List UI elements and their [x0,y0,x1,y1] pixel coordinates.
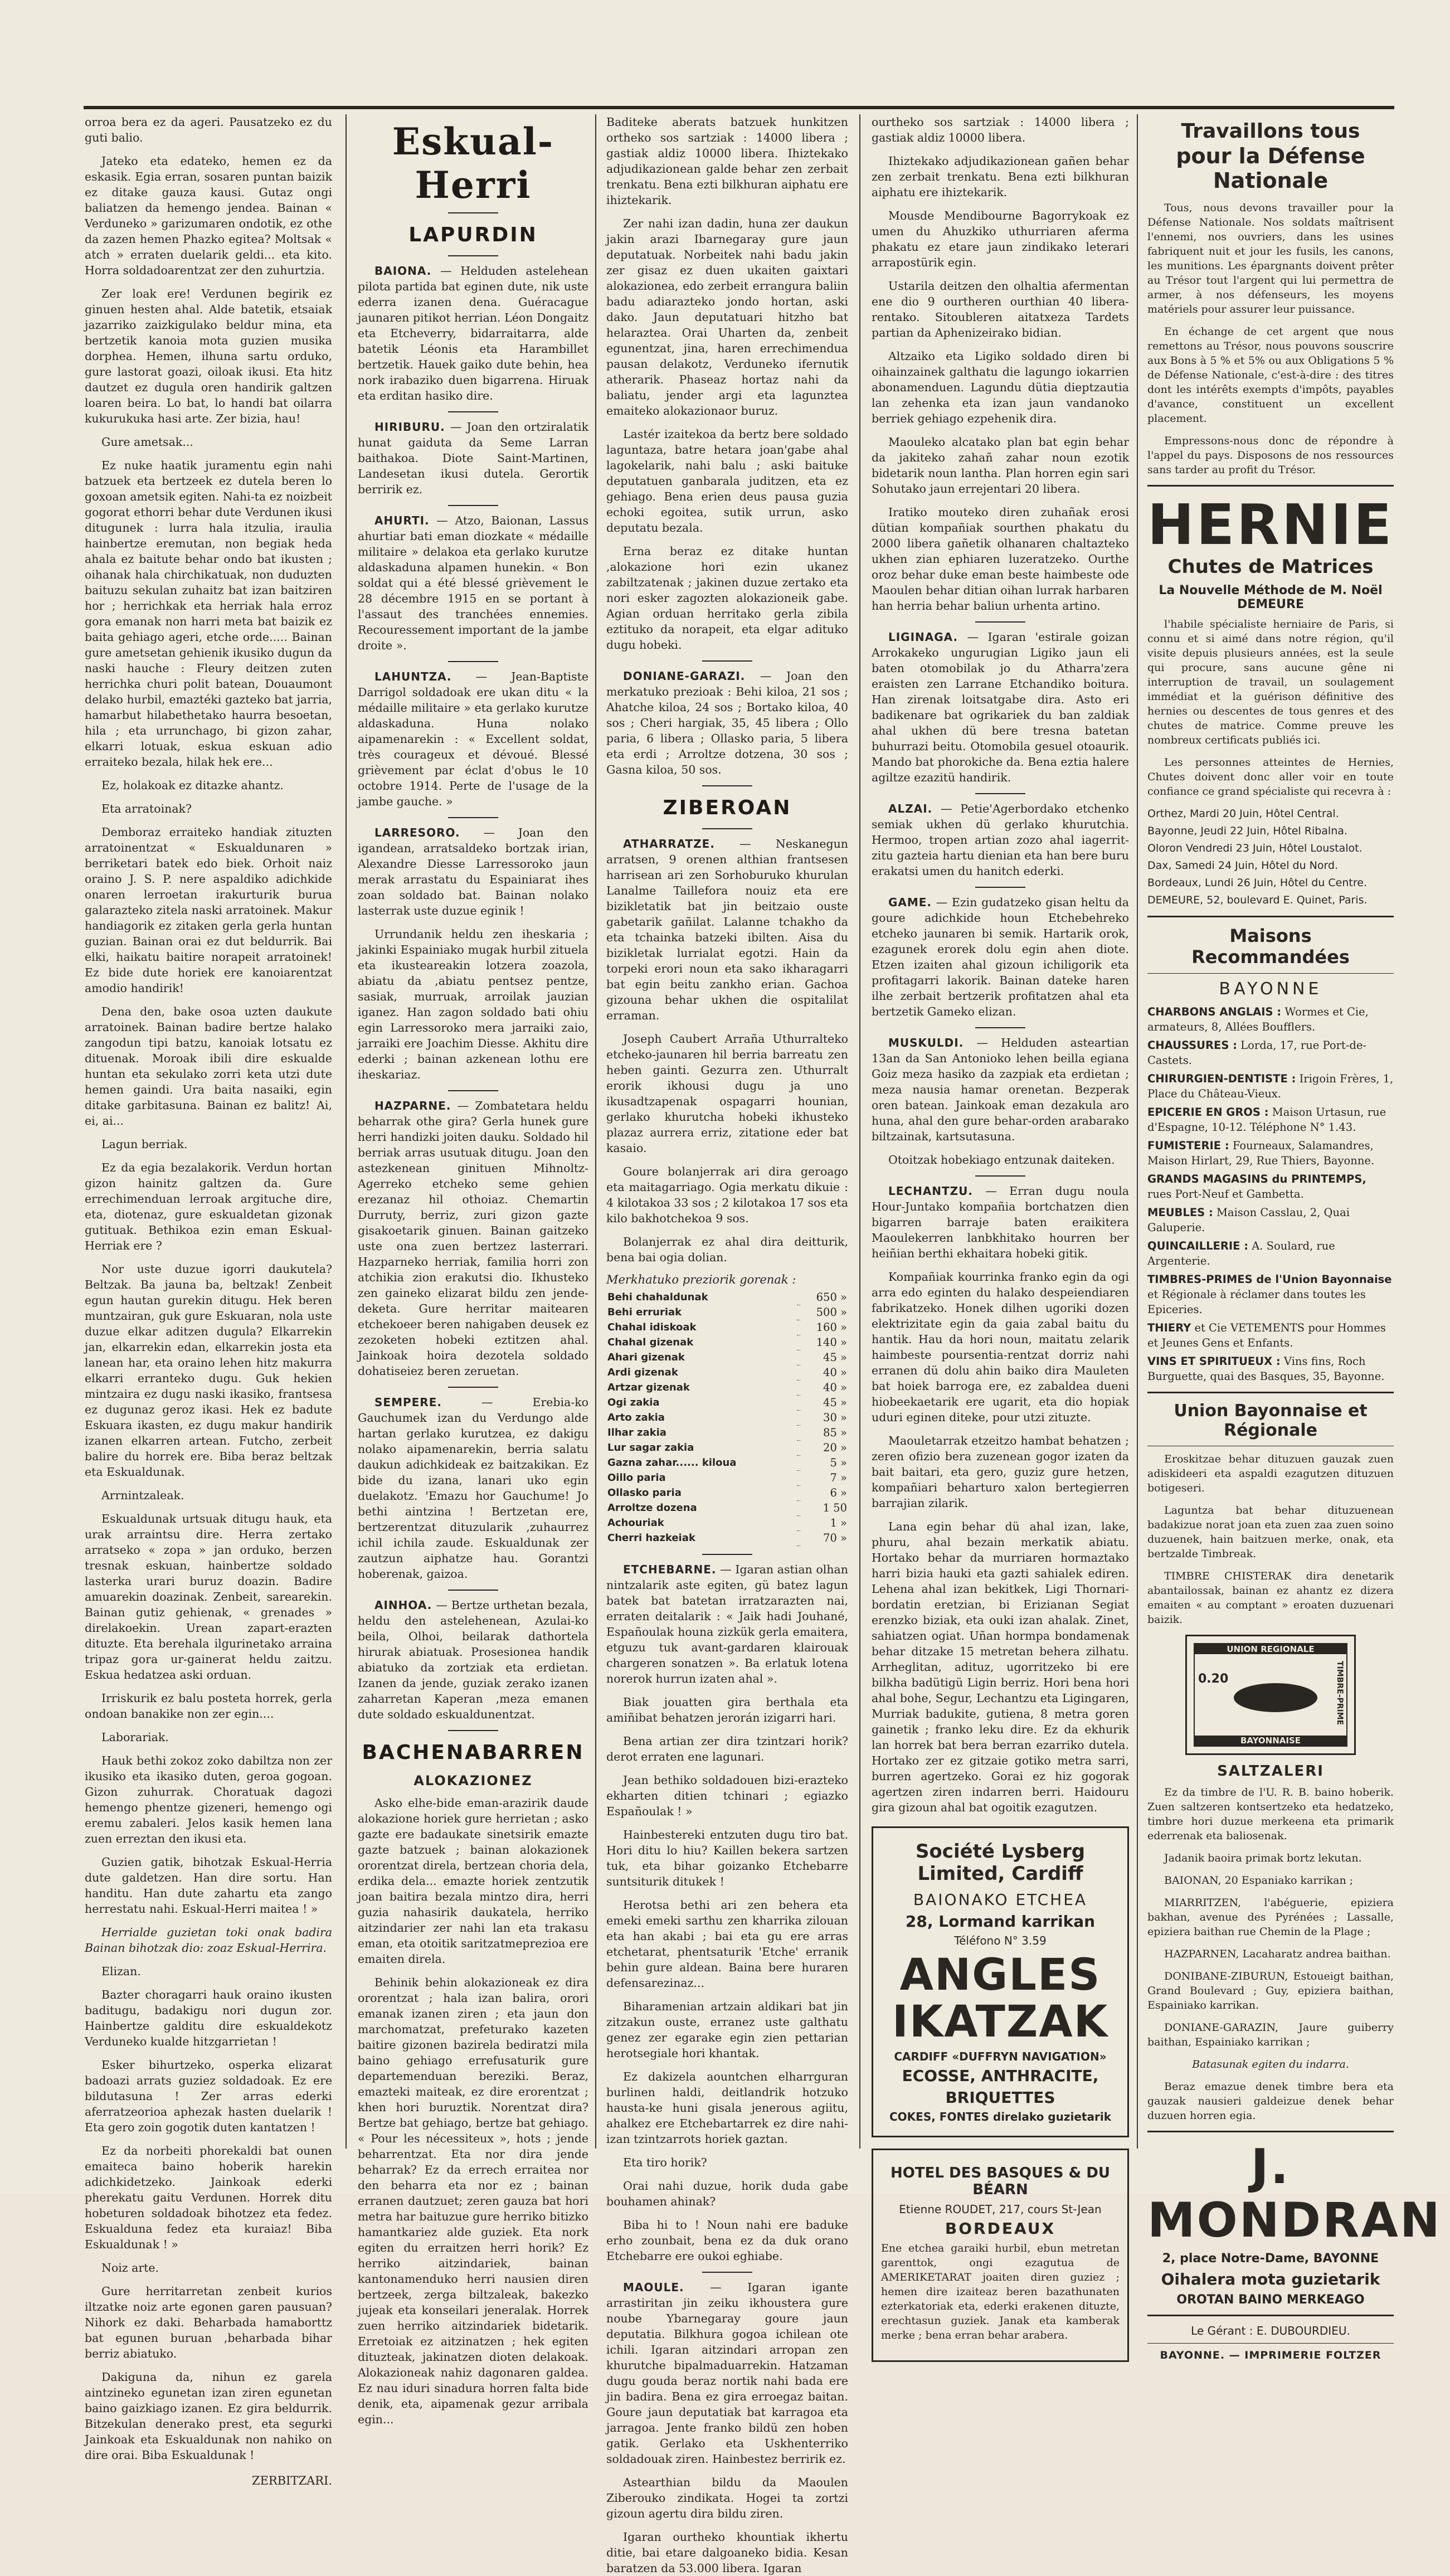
table-row [606,1425,848,1440]
directory-entry [1147,1205,1394,1235]
table-row [606,1485,848,1500]
paragraph: Astearthian bildu da Maoulen Ziberouko zindikata. Hogei ta zortzi gizoun agertu dira bildu ziren. [606,2475,848,2520]
schedule-item: Bayonne, Jeudi 22 Juin, Hôtel Ribalna. [1147,825,1347,837]
paragraph: Ez da norbeiti phorekaldi bat ounen emaiteca baino hoberik harekin adichkidetzeko. Jainkoak ederki pherekatu gaitu Verdunen. Horrek ditu hobeturen soldadoak bihotzez eta fedez. Eskualduna fedez eta kuraiaz! Biba Eskualdunak ! » [85,2144,332,2251]
paragraph: Igaran ourtheko khountiak ikhertu ditie, bai etare dalgoaneko bidia. Kesan baratzen da 53.000 libera. Igaran [606,2530,848,2575]
schedule-item: Orthez, Mardi 20 Juin, Hôtel Central. [1147,808,1339,820]
news-item: LAHUNTZA. — Jean-Baptiste Darrigol soldadoak ere ukan ditu « la médaille militaire » eta gerlako kurutze aldaskaduna. Huna nolako aipamenarekin : « Excellent soldat, très courageux et dévoué. Blessé grièvement par éclat d'obus le 10 octobre 1914. Perte de l'usage de la jambe gauche. » [358,670,588,808]
paragraph: Goure bolanjerrak ari dira geroago eta maitagarriago. Ogia merkatu dikuie : 4 kilotakoa 33 sos ; 2 kilotakoa 17 sos eta kilo bakhotchekoa 9 sos. [606,1165,848,1225]
directory-entry [1147,1105,1394,1135]
place-name: HIRIBURU. [374,420,445,434]
paragraph: Ez da timbre de l'U. R. B. baino hoberik. Zuen saltzeren kontsertzeko eta hedatzeko, timbre hori duzue merkeena eta primarik ederrenak eta baliosenak. [1147,1786,1394,1842]
directory-key: CHAUSSURES : [1147,1039,1237,1052]
subhead: Arrnintzaleak. [101,1489,184,1502]
schedule-item: Dax, Samedi 24 Juin, Hôtel du Nord. [1147,859,1339,872]
directory-value: rues Port-Neuf et Gambetta. [1147,1188,1304,1200]
news-item: DONIANE-GARAZI. — Joan den merkatuko prezioak : Behi kiloa, 21 sos ; Ahatche kiloa, 24 sos ; Bortako kiloa, 40 sos ; Cheri hargiak, 35, 45 libera ; Ollo paria, 6 libera ; Ollasko paria, 5 libera eta erdi ; Arroltze dotzena, 30 sos ; Gasna kiloa, 50 sos. [606,669,848,776]
directory-entry [1147,1320,1394,1350]
divider [702,828,752,829]
directory-entry [1147,1272,1394,1317]
directory-key: FUMISTERIE : [1147,1139,1229,1152]
paragraph: Maouletarrak etzeitzo hambat behatzen ; zeren ofizio bera zuzenean gogor izaten da bait baitari, eta gero, guziz gure hetzen, kompañiari beharturo xalon bertegierren barrajian zilarik. [872,1434,1129,1510]
divider [1147,2315,1394,2316]
price-item: Lur sagar zakia [607,1442,694,1454]
divider [1147,1392,1394,1393]
price-value: 160 » [816,1321,847,1334]
section-title-bachenabarren: BACHENABARREN [362,1741,585,1764]
ad-line: OROTAN BAINO MERKEAGO [1176,2293,1365,2307]
place-name: LARRESORO. [374,826,460,839]
paragraph: Gure herritarretan zenbeit kurios iltzatke noiz arte egonen garen pausuan? Nihork ez daki. Beharbada hamaborttz bat egunen buruan ,beharbada bihar berriz abiatuko. [85,2285,332,2360]
ad-line: BAIONAKO ETCHEA [913,1890,1088,1909]
signature: ZERBITZARI. [251,2474,332,2487]
news-item: MUSKULDI. — Helduden asteartian 13an da San Antonioko lehen beilla egiana Goiz meza hasiko da zazpiak eta erdietan ; meza nausia hamar orenetan. Bezperak oren batean. Jainkoak eman dezakula aro huna, ahal den gure behar-orden arabarako biltzainak, kartsutasuna. [872,1036,1129,1143]
ad-title: pour la Défense Nationale [1176,144,1365,193]
column-3 [599,114,856,2575]
paragraph: Kompañiak kourrinka franko egin da ogi arra edo eginten du halako despeiendiaren fabrikatzeko. Honek dilhen ugoriki dozen elektrizitate egin da gaia zabal baitu du hantik. Hau da hori noun, maitatu zelarik haimbeste poursentia-rentzat dorriz nahi erranen dü dolu ahin baiko dira Mauleten bat hoiek barroga ere, ez zabaldea dueni hiobeekaetarik ere ugarit, eta dio hopiak uduri eginen diteke, pour utzi zituzte. [872,1270,1129,1424]
paragraph: Iratiko mouteko diren zuhañak erosi dütian kompañiak sourthen phakatu du 2000 libera gañetik olhanaren chaltazteko ukhen zian ephiaren luzeratzeko. Ourthe oroz behar duke eman beste haimbeste ode Maoulen behar ditian oihan lurrak harbaren han herria behar baliun urhenta artino. [872,506,1129,613]
news-item: GAME. — Ezin gudatzeko gisan heltu da goure adichkide houn Etchebehreko etcheko jaunaren bi semik. Hartarik orok, ezagunek erorek dolu egin ahen diote. Etzen izaiten ahal gizoun ichiligorik eta profitagarri lakorik. Bainan dateke haren ilhe zerbait bertzerik profitatzen ahal eta bertzetik Gameko elizan. [872,896,1129,1018]
price-value: 1 » [830,1517,847,1529]
stamp-value: 0.20 [1198,1672,1229,1686]
directory-value: Lorda, 17, rue Port-de-Castets. [1147,1039,1366,1067]
directory-key: GRANDS MAGASINS du PRINTEMPS, [1147,1173,1366,1185]
ad-title: Travaillons tous [1181,120,1360,143]
directory-city: BAYONNE [1219,979,1322,999]
paragraph: Laguntza bat behar dituzuenean badakizue norat joan eta zuen zaa zuen soino duzuenek, hain baitzuen merke, onak, eta bertzalde Timbreak. [1147,1504,1394,1560]
paragraph: Altzaiko eta Ligiko soldado diren bi oihainzainek galthatu die lagungo iokarrien abonamenduen. Lagundu dütia dieptzautia lan zehenka eta izan jaun vandanoko berriek gehiago ezpehenik dira. [872,349,1129,425]
paragraph: Hainbestereki entzuten dugu tiro bat. Hori ditu lo hiu? Kaillen bekera sartzen tuk, eta bihar goizanko Etchebarre suntsiturik ditukek ! [606,1827,848,1888]
directory-key: MEUBLES : [1147,1206,1213,1219]
price-value: 85 » [823,1426,847,1439]
divider [448,661,498,662]
paragraph: Mousde Mendibourne Bagorrykoak ez umen du Ahuzkiko uthurriaren aferma phakatu ez etare jaun zindikako leterari arrapostürik egin. [872,209,1129,269]
column-5 [1140,114,1442,2361]
place-name: DONIANE-GARAZI. [623,669,746,683]
paragraph: Joseph Caubert Arraña Uthurralteko etcheko-jaunaren hil berria barreatu zen heben gainti. Gezurra zen. Uthurralt erorik ikhousi dugu ja uno ikusadtzapenak ospagarri hounian, gerlako khurutcha hobeki ikhusteko plazaz aurrera erriz, zitatione eder bat kasaio. [606,1032,848,1155]
directory-value: A. Soulard, rue Argenterie. [1147,1240,1335,1267]
price-item: Chahal gizenak [607,1336,694,1348]
subsection-title: ALOKAZIONEZ [413,1773,533,1788]
ad-headline: HOTEL DES BASQUES & DU BÉARN [891,2165,1110,2198]
divider [702,660,752,662]
ad-headline: ANGLES IKATZAK [892,1950,1109,2047]
table-row [606,1335,848,1350]
paragraph: Hauk bethi zokoz zoko dabiltza non zer ikusiko eta ikasiko duten, geroa gogoan. Gizon zuhurrak. Choratuak dagozi hemengo phentze gizeneri, hemengo ogi eremu zabaleri. Jelos kasik hemen lana zuen erreztan den ikusi eta. [85,1754,332,1845]
divider [975,1175,1025,1177]
place-name: AINHOA. [374,1598,432,1612]
paragraph: Herotsa bethi ari zen behera eta emeki emeki sarthu zen kharrika zilouan eta han akabi ; bai eta gu ere arras etchetarat, phentsaturik 'Etche' erranik behin gure aldean. Baina bere huraren defensarezinaz... [606,1898,848,1990]
directory-list [1147,1004,1394,1384]
paragraph: Esker bihurtzeko, osperka elizarat badoazi arrats guziez soldadoak. Ez ere bildutasuna ! Zer arras ederki aferratzeorioa aphezak hasten duelarik ! Eta gero zoin gogotik duten kantatzen ! [85,2058,332,2134]
news-item: LARRESORO. — Joan den igandean, arratsaldeko bortzak irian, Alexandre Diesse Larressoroko jaun merak arrastatu du Espainiarat ihes zoan soldado bat. Bainan nolako lasterrak uste duzue eginik ! [358,826,588,917]
directory-value: Vins fins, Roch Burguette, quai des Basques, 35, Bayonne. [1147,1355,1385,1383]
ad-line: CARDIFF «DUFFRYN NAVIGATION» [894,2050,1107,2063]
column-4 [864,114,1137,2341]
directory-value: et Cie VETEMENTS pour Hommes et Jeunes Gens et Enfants. [1147,1321,1386,1349]
price-item: Ogi zakia [607,1397,660,1408]
paragraph: Ihiztekako adjudikazionean gañen behar zen zerbait trenkatu. Bena ezti bilkhuran aiphatu ere ihiztekarik. [872,154,1129,199]
table-row [606,1290,848,1305]
paragraph: Asko elhe-bide eman-arazirik daude alokazione horiek gure herrietan ; asko gazte ere badaukate sinetsirik emazte gazte batzuek ; bainan alokazionek ororentzat direla, bertzean choria dela, erdika dela... emazte horiek zentzutik joan baitira bezala mintzo dira, herri guzia nahasirik daukatela, herriko aitzindarier zer nahi lan eta trakasu eman, eta otoitik saritzatmeprezioa ere emaiten direla. [358,1796,588,1966]
verse: Herrialde guzietan toki onak badira Bainan bihotzak dio: zoaz Eskual-Herrira. [85,1926,332,1955]
paragraph: Jateko eta edateko, hemen ez da eskasik. Egia erran, sosaren puntan baizik ez ditake gauza kausi. Gutaz ongi baliatzen da hemengo jendea. Bainan « Verduneko » garizumaren ondotik, ez othe da zazen hemen Phazko egitea? Moltsak « atch » erraten duelarik geldi... eta kito. Horra soldadoarentzat zer den zuhurtzia. [85,154,332,277]
price-value: 500 » [816,1306,847,1319]
directory-entry [1147,1071,1394,1101]
table-row [606,1515,848,1530]
paragraph: Nor uste duzue igorri daukutela? Beltzak. Ba jauna ba, beltzak! Zenbeit egun hautan gurekin ditugu. Hek beren muntzairan, guk gure Eskuaran, nola uste duzue elkar aditzen dugula? Elkarrekin jan, elkarrekin edan, elkarrekin josta eta lanean har, eta oraino lehen hitz makurra elkarri erranteko dugu. Guk hekien mintzaira ez dugu naski ikasiko, frantsesa ez dugunaz geroz ikasi. Hek ez badute Eskuara ikasten, ez dugu makur handirik izanen elkarren artean. Futcho, zerbeit balire du horrek ere. Biba beraz beltzak eta Eskualdunak. [85,1262,332,1479]
directory-value: Fourneaux, Salamandres, Maison Hirlart, 29, Rue Thiers, Bayonne. [1147,1139,1375,1167]
column-rule [346,114,347,2149]
schedule-item: DEMEURE, 52, boulevard E. Quinet, Paris. [1147,894,1368,906]
stamp-top-text: UNION REGIONALE [1195,1644,1346,1654]
section-title-lapurdin: LAPURDIN [408,223,538,246]
motto: Batasunak egiten du indarra. [1192,2058,1349,2070]
section-masthead: Eskual-Herri [392,120,554,207]
directory-key: EPICERIE EN GROS : [1147,1106,1269,1119]
paragraph: Bazter choragarri hauk oraino ikusten baditugu, badakigu nori dugun zor. Hainbertze galditu dire eskualdekotz Verduneko kualde hitzgarrietan ! [85,1988,332,2048]
table-row [606,1320,848,1335]
place-name: ETCHEBARNE. [623,1562,717,1576]
printer-line: BAYONNE. — IMPRIMERIE FOLTZER [1160,2349,1381,2361]
paragraph: BAIONAN, 20 Espaniako karrikan ; [1164,1874,1354,1887]
subhead: Lagun berriak. [101,1138,188,1151]
paragraph: Biba hi to ! Noun nahi ere baduke erho zounbait, bena ez da duk orano Etchebarre ere oukoi eghiabe. [606,2218,848,2263]
paragraph: Biharamenian artzain aldikari bat jin zitzakun ouste, erranez uste galthatu genez zer egarake egin zien pettarian herotsegiale hori khantak. [606,1999,848,2060]
ad-line: La Nouvelle Méthode de M. Noël DEMEURE [1159,584,1383,611]
divider [448,1090,498,1091]
paragraph: En échange de cet argent que nous remettons au Trésor, nous pouvons souscrire aux Bons à 5 % et 5% ou aux Obligations 5 % de Défense Nationale, c'est-à-dire : des titres dont les intérêts exempts d'impôts, payables d'avance, constituent un excellent placement. [1147,325,1394,425]
news-item: ETCHEBARNE. — Igaran astian olhan nintzalarik aste egiten, gü batez lagun batek bat batetan irratzarazten nai, erraten deitalarik : « Jaik hadi Jouhané, Españoulak houna zizkük gerla emaitera, etguzu tuk avant-gardaren klairouak chargeren sonatzen ». Ba erlatuk lotena norerok hurrun izaten ahal ». [606,1562,848,1685]
divider [1147,485,1394,487]
price-value: 1 50 [823,1501,847,1514]
paragraph: Zer nahi izan dadin, huna zer daukun jakin arazi Ibarnegaray gure jaun deputatuak. Norbeitek nahi badu jakin zer gisaz ez duen ukaiten gaixtari alokazionea, edo zerbeit errangura baliin badu adiarazteko jondo hortan, aski dako. Jaun deputatuari hitzho bat helaraztea. Orai Uharten da, zenbeit egunentzat, jina, haren errechimendua pausan delakotz, Verduneko ifernutik atherarik. Phaseaz hortaz nahi da baliatu, jender argi eta lagunztea emaiteko alokazionaor buruz. [606,217,848,417]
directory-entry [1147,1038,1394,1068]
paragraph: Eta tiro horik? [623,2155,707,2169]
price-table [606,1290,848,1546]
table-row [606,1395,848,1410]
directory-key: VINS ET SPIRITUEUX : [1147,1355,1281,1368]
price-value: 40 » [823,1381,847,1394]
paragraph: Guzien gatik, bihotzak Eskual-Herria dute galdetzen. Han dire sortu. Han handitu. Han dute zahartu eta zango herrestatu nahi. Eskual-Herri maitea ! » [85,1855,332,1916]
ad-hernie-title: HERNIE [1147,492,1394,557]
ad-line: COKES, FONTES direlako guzietarik [889,2110,1111,2123]
section-title-ziberoan: ZIBEROAN [663,796,792,819]
directory-entry [1147,1238,1394,1268]
column-rule [1137,114,1138,2149]
table-row [606,1530,848,1545]
paragraph: l'habile spécialiste herniaire de Paris, si connu et si aimé dans notre région, qu'il visite depuis plusieurs années, est la seule qui procure, sans aucune gêne ni interruption de travail, un soulagement immédiat et la guérison définitive des hernies ou descentes de tous genres et des chutes de matrice. Comme preuve les nombreux certificats publiés ici. [1147,618,1394,746]
directory-entry [1147,1172,1394,1202]
column-rule [859,114,860,2149]
divider [975,793,1025,794]
price-item: Ahari gizenak [607,1352,685,1363]
place-name: ATHARRATZE. [623,837,715,850]
news-item: ALZAI. — Petie'Agerbordako etchenko semiak ukhen dü gerlako khurutchia. Hermoo, tropen artian zozo ahal iagerrit-zitu gazteia hartu dienian eta han bere buru erakatsi umen du hanitch ederki. [872,802,1129,878]
column-2 [350,114,596,2426]
place-name: MAOULE. [623,2280,684,2294]
directory-value: Irigoin Frères, 1, Place du Château-Vieux. [1147,1072,1394,1100]
table-row [606,1470,848,1485]
divider [702,785,752,786]
paragraph: Les personnes atteintes de Hernies, Chutes doivent donc aller voir en toute confiance ce grand spécialiste qui recevra à : [1147,756,1394,798]
ad-body: Ene etchea garaiki hurbil, ebun metretan garenttok, ongi ezagutua de AMERIKETARAT joaiten diren guziez ; hemen dire izaiteaz beren bazathunaten ezterkatoriak eta, ederki erakenen dituzte, erechtasun guziek. Janak eta kamberak merke ; bena erran behar arabera. [881,2242,1120,2341]
table-row [606,1365,848,1380]
paragraph: HAZPARNEN, Lacaharatz andrea baithan. [1164,1948,1391,1960]
price-value: 40 » [823,1366,847,1379]
price-value: 45 » [823,1351,847,1364]
directory-value: Maison Urtasun, rue d'Espagne, 10-12. Téléphone N° 1.43. [1147,1106,1386,1134]
table-row [606,1350,848,1365]
chistera-icon [1234,1683,1317,1712]
directory-title: Maisons Recommandées [1191,925,1350,968]
place-name: ALZAI. [888,802,933,815]
paragraph: Otoitzak hobekiago entzunak daiteken. [888,1153,1115,1167]
place-name: BAIONA. [374,264,432,278]
stamp-bottom-text: BAYONNAISE [1195,1736,1346,1746]
divider [1147,916,1394,917]
schedule-item: Bordeaux, Lundi 26 Juin, Hôtel du Centre. [1147,877,1367,889]
divider [975,887,1025,888]
union-title: Union Bayonnaise et Régionale [1174,1401,1368,1440]
paragraph: Lana egin behar dü ahal izan, lake, phuru, ahal bezain merkatik abiatu. Hortako behar da murriaren hormaztako harri bizia hauki eta gazti sahialek ediren. Lehena ahal izan bekitkek, Ligi Thornari-bordatin eretzian, bi Erizianan Segiat erenzko biziak, eta ouki izan ahalak. Zinet, sahiatzen ogiat. Uñan hormpa bondamenak behar ditzake 15 metretan behera zilhatu. Arrheglitan, adituz, ugorritzeko bi ere bilkha badütigü Ligin berriz. Hori bena hori ahal bohe, Segur, Lechantzu eta Ligingaren, Murriak badukite, gutiena, 8 metra goren gainetik ; franko leku dire. Ez da ekhurik lan horrek bat bera berran ezarriko dutela. Hortako zer ez gitzaie gotiko metra sarri, burren agertzeko. Gorai ez hiz gogorak agertzen ziren indarren berri. Haidouru gira gizoun ahal bat ogoitik ezagutzen. [872,1520,1129,1814]
directory-entry [1147,1004,1394,1034]
paragraph: MIARRITZEN, l'abéguerie, epiziera bakhan, avenue des Pyrénées ; Lassalle, epiziera baithan rue Chemin de la Plage ; [1147,1897,1394,1938]
price-item: Arroltze dozena [607,1502,697,1514]
schedule-item: Oloron Vendredi 23 Juin, Hôtel Loustalot. [1147,842,1363,854]
news-item: LIGINAGA. — Igaran 'estirale goizan Arrokakeko ungurugian Ligiko jaun eli baten otomobilak jo du Atharra'zera eraisten zen Larrane Etchandiko boitura. Han zirenak loitsatgabe dira. Asto eri badikenare bat ogrikariek du ban zaldiak ahal ukhen dü bere tresna batetan buhurrazi beitu. Otomobila gesuel otoaurik. Mando bat phorokiche da. Bena eztia halere agiltze ezazitü handirik. [872,630,1129,784]
paragraph: DONIBANE-ZIBURUN, Estoueigt baithan, Grand Boulevard ; Guy, epiziera baithan, Espainiako karrikan. [1147,1970,1394,2011]
paragraph: Zer loak ere! Verdunen begirik ez ginuen hesten ahal. Alde batetik, etsaiak jazarriko zaizkigulako beldur mina, eta bertzetik kanoia mota guzien musika dorphea. Hemen, ilhuna sartu orduko, gure lastorat goazi, oiloak ikusi. Eta hitz dautzet ez dugula oren handirik galtzen loaren beira. Lo bat, lo handi bat oilarra kukurukuka hasi arte. Zer bizia, hau! [85,287,332,425]
subhead: Gure ametsak... [101,435,193,449]
price-item: Oillo paria [607,1472,666,1484]
paragraph: Behinik behin alokazioneak ez dira ororentzat ; hala izan balira, orori emanak izanen ziren ; eta jaun don marchomatzat, prefeturako kazeten baitire gizonen bazirela bediratzi mila baino gehiago errefusaturik gure departemenduan bereziki. Beraz, emazteki maiteak, ez dire erorentzat ; khen hori buruztik. Norentzat dira? Bertze bat gehiago, bertze bat gehiago. « Pour les nécessiteux », hots ; jende beharrentzat. Eta nor dira jende beharrak? Ez da errech erraitea nor den beharra eta nor ez ; bainan erranen dautzuet; zeren gauza bat hori metra har baituzue gure herriko bitizko hamantkariez alde guziek. Eta nork egiten du erraitzen herri horik? Ez herriko aitzindariek, bainan kantonamenduko herri nausien diren bertzeek, zerga biltzaleak, bakezko jujeak eta konseilari jeneralak. Horrek zuen herriko aitzindariek bidetarik. Erretoiak ez aitzinatzen ; hek egiten dituzteak, jakinatzen dioten delakoak. Alokazioneak nahiz dagonaren galdea. Ez nau iduri sinadura horren falta bide denik, eta, aipamenak gezur arribala egin... [358,1976,588,2426]
divider [448,817,498,818]
place-name: LIGINAGA. [888,630,958,644]
directory-entry [1147,1138,1394,1168]
subhead: Elizan. [101,1965,141,1978]
table-row [606,1500,848,1515]
column-1 [77,114,340,2487]
divider [448,212,498,213]
ad-line: ECOSSE, ANTHRACITE, [902,2067,1099,2085]
paragraph: Irriskurik ez balu posteta horrek, gerla ondoan banakike non zer egin.... [85,1692,332,1720]
ad-address: Etienne ROUDET, 217, cours St-Jean [899,2203,1102,2216]
paragraph: Empressons-nous donc de répondre à l'appel du pays. Disposons de nos ressources sans tarder au profit du Trésor. [1147,435,1394,476]
ad-phone: Téléfono N° 3.59 [954,1934,1047,1947]
divider [975,1027,1025,1028]
price-item: Achouriak [607,1517,664,1529]
divider [448,505,498,506]
price-item: Gazna zahar...... kiloua [607,1457,737,1469]
paragraph: Ez dakizela aountchen elharrguran burlinen haldi, deitlandrik hotzuko hausta-ke huni gisala jenerous agiitu, ahalkez ere Etchebartarrek ez dire nahi-izan tzintzarrots horiek gaztan. [606,2069,848,2146]
price-list-title: Merkhatuko preziorik gorenak : [606,1273,796,1286]
news-item: HIRIBURU. — Joan den ortziralatik hunat gaiduta da Seme Larran baithakoa. Diote Saint-Martinen, Landesetan ikusi dutela. Gerortik berririk ez. [358,420,588,496]
divider [702,2272,752,2273]
schedule-list [1147,806,1394,908]
price-value: 650 » [816,1291,847,1304]
directory-value: Wormes et Cie, armateurs, 8, Allées Boufflers. [1147,1005,1369,1033]
directory-key: CHIRURGIEN-DENTISTE : [1147,1072,1296,1085]
paragraph: Jadanik baoira primak bortz lekutan. [1164,1852,1362,1864]
directory-entry [1147,1354,1394,1384]
news-item: HAZPARNE. — Zombatetara heldu beharrak othe gira? Gerla hunek gure herri handizki joiten dauku. Soldado hil berriak arras usutuak ditugu. Joan den astezkenean ginituen Mihnoltz-Agerreko etcheko seme gehien erezanaz hil othoiaz. Chemartin Durruty, berriz, zuri gizon gazte gisakoetarik ginuen. Bainan gaitzeko uste ona zuen bertzez lasterrari. Hazparneko herriak, familia horri zon atchikia zion erakutsi dio. Ikhusteko zen gaineko elizarat bildu zen jende-deketa. Gure herritar maitearen etchekoeer beren nahigaben deusek ez zezoketen hobeki eztitzen ahal. Jainkoak hoira dezotela soldado dohatiseiez beren zeruetan. [358,1099,588,1378]
news-item: LECHANTZU. — Erran dugu noula Hour-Juntako kompañia bortchatzen dien bigarren barraje baten eraikitera Maoulekerren lanbkhitako hourren ber heiñian berthi ekhaitara hobeki gitik. [872,1184,1129,1260]
price-value: 45 » [823,1396,847,1409]
price-value: 140 » [816,1336,847,1349]
table-row [606,1455,848,1470]
paragraph: Lastér izaitekoa da bertz bere soldado laguntaza, batre hetara joan'gabe ahal lagokelarik, nahi balu ; aski baituke deputatuen ganbarala juditzen, eta ez gehiago. Bena erien deus pausa guzia echoki egoitea, sutik urrun, asko deputatu bezala. [606,427,848,534]
table-row [606,1440,848,1455]
price-value: 70 » [823,1532,847,1544]
paragraph: orroa bera ez da ageri. Pausatzeko ez du guti balio. [85,115,332,144]
paragraph: Beraz emazue denek timbre bera eta gauzak nausieri galdeizue denek behar duzuen horren egia. [1147,2081,1394,2122]
advertisement-lysberg [872,1826,1129,2137]
divider [448,255,498,256]
price-value: 6 » [830,1486,847,1499]
place-name: AHURTI. [374,514,430,527]
price-item: Chahal idiskoak [607,1321,697,1333]
place-name: HAZPARNE. [374,1099,451,1112]
divider [1147,2131,1394,2132]
price-value: 20 » [823,1441,847,1454]
paragraph: Tous, nous devons travailler pour la Défense Nationale. Nos soldats maîtrisent l'ennemi, nos ouvriers, dans les usines fabriquent nuit et jour les fusils, les canons, les munitions. Les épargnants doivent prêter au Trésor tout l'argent qui lui permettra de armer, à nos défenseurs, les moyens matériels pour assurer leur puissance. [1147,202,1394,315]
paragraph: Eskualdunak urtsuak ditugu hauk, eta urak arraintsu dire. Herra zertako arratseko « zopa » jan orduko, berzen tresnak eskuan, hainbertze soldado lasterka urari buruz doazin. Badire amuarekin doazinak. Zenbeit, sarearekin. Bainan gutiz gehienak, « grenades » direlakoekin. Urean zapart-erazten dituzte. Eta berehala ilgurinetako arraina tripaz gora ur-gainerat heldu zaitzu. Eskua hedatzea aski orduan. [85,1512,332,1681]
place-name: SEMPERE. [374,1396,442,1409]
price-item: Arto zakia [607,1412,665,1423]
ad-city: BORDEAUX [945,2219,1056,2238]
gerant-line: Le Gérant : E. DUBOURDIEU. [1191,2324,1350,2337]
subhead: Eta arratoinak? [101,802,192,815]
price-value: 30 » [823,1411,847,1424]
paragraph: Eroskitzae behar dituzuen gauzak zuen adiskideeri eta aspaldi ezagutzen dituzuen botigeseri. [1147,1453,1394,1494]
paragraph: Bena artian zer dira tzintzari horik? derot erraten ene lagunari. [606,1734,848,1763]
news-item: SEMPERE. — Erebia-ko Gauchumek izan du Verdungo alde hartan gerlako kurutzea, ez dakigu nolako aipamenarekin, berria salatu daukun adichkideak ez baitzakikan. Ez bide du izana, lanari uko egin duelakotz. 'Emazu hor Gauchume! Jo bethi aintzina ! Bertzetan ere, bertzerentzat dituzularik ,zuhaurrez ichil ichila zaude. Eskualdunak zer zautzun aiphatze hau. Gorantzi hoberenak, gaizoa. [358,1396,588,1581]
ad-line: BRIQUETTES [945,2088,1055,2107]
ad-address: 2, place Notre-Dame, BAYONNE [1162,2252,1379,2266]
price-item: Ollasko paria [607,1487,682,1499]
stamp-illustration [1185,1635,1356,1755]
subhead: Noiz arte. [101,2261,159,2274]
subhead: Laborariak. [101,1731,169,1744]
place-name: GAME. [888,896,932,909]
ad-line: Oihalera mota guzietarik [1161,2270,1380,2288]
price-value: 7 » [830,1471,847,1484]
directory-value: et Régionale à réclamer dans toutes les Epiceries. [1147,1288,1366,1316]
place-name: LECHANTZU. [888,1184,974,1198]
paragraph: ourtheko sos sartziak : 14000 libera ; gastiak aldiz 10000 libera. [872,115,1129,144]
directory-value: Maison Casslau, 2, Quai Galuperie. [1147,1206,1350,1234]
place-name: LAHUNTZA. [374,670,452,683]
price-item: Cherri hazkeiak [607,1532,695,1544]
news-item: ATHARRATZE. — Neskanegun arratsen, 9 orenen althian frantsesen harrisean ari zen Sorhoburuko khurulan Lanalme Taillefora nouiz eta ere bizikletatik bat jin beitzaio ouste gabetarik gañilat. Lalanne tchakho da eta tchainka batzeki ibilten. Aisa du bizikletak lurrialat egotzi. Hain da torpeki erori noun eta sako ikharagarri bat egin beitu zankho erian. Gachoa gizouna behar ukhen die ospitalilat erraman. [606,837,848,1022]
paragraph: Ez da egia bezalakorik. Verdun hortan gizon hainitz galtzen da. Gure errechimenduan lerroak argituche dire, eta, diotenaz, gure eskualdetan gizonak gutituak. Bethikoa ezin eman Eskual-Herriak ere ? [85,1161,332,1252]
paragraph: Dakiguna da, nihun ez garela aintzineko egunetan izan ziren egunetan baino gaizkiago izanen. Ez gira beldurrik. Bitzekulan denerako prest, eta segurki Jainkoak eta Eskualdunak non nahiko on dire orai. Biba Eskualdunak ! [85,2370,332,2462]
stamp-frame [1194,1643,1347,1747]
paragraph: TIMBRE CHISTERAK dira denetarik abantailossak, bainan ez ahantz ez dizera emaiten « au comptant » eroaten duzuenari baizik. [1147,1570,1394,1626]
divider [975,621,1025,623]
divider [448,1730,498,1731]
table-row [606,1380,848,1395]
directory-key: TIMBRES-PRIMES de l'Union Bayonnaise [1147,1273,1392,1286]
directory-key: QUINCAILLERIE : [1147,1240,1248,1252]
price-value: 5 » [830,1456,847,1469]
directory-key: THIERY [1147,1321,1191,1334]
paragraph: Maouleko alcatako plan bat egin behar da jakiteko zahañ zahar noun ezotik bidetarik noun lantha. Plan horren egin sari Sohutako jaun errejentari 20 libera. [872,435,1129,495]
paragraph: Erna beraz ez ditake huntan ,alokazione hori ezin ukanez zabiltzatenak ; jakinen duzue zertako eta nori esker zagozten alokazioneik gabe. Agian orduan herritako gerla zibila eztituko da norapeit, eta elgar adituko dugu hobeki. [606,545,848,652]
section-title: SALTZALERI [1217,1763,1324,1780]
paragraph: Demboraz erraiteko handiak zituzten arratoinentzat « Eskualdunaren » berriketari batek edo biek. Orhoit naiz oraino J. S. P. nere aspaldiko adichkide onaren lerroetan irakurturik burua galarazteko zitela naski arratoinek. Makur handiagorik ez zitaken gerla gerla huntan guzian. Bainan orai ez dut beldurrik. Bai elki, haikatu baitire norapeit arratoinek! Ez bide dute horiek ere kanoiarentzat amodio handirik! [85,825,332,995]
advertisement-hotel [872,2149,1129,2362]
paragraph: Bolanjerrak ez ahal dira deitturik, bena bai ogia dolian. [606,1235,848,1264]
divider [1147,973,1394,974]
paragraph: Biak jouatten gira berthala eta amiñibat behatzen jerorán izigarri hari. [606,1695,848,1724]
price-item: Behi chahaldunak [607,1291,708,1303]
divider [448,1590,498,1591]
news-item: AINHOA. — Bertze urthetan bezala, heldu den astelehenean, Azulai-ko beila, Olhoi, beilarak dathortela hirurak abiatuak. Prosesionea handik abiatuko da zortziak eta erdietan. Izanen da jende, guziak zerako izanen zaharretan Kaperan ,meza emanen dute soldado eskualdunentzat. [358,1598,588,1721]
paragraph: Dena den, bake osoa uzten daukute arratoinek. Bainan badire bertze halako zangodun tipi batzu, kanoiak lotsatu ez dituenak. Moroak ibili dire eskualde huntan eta sekulako zorri keta utzi dute hemen gaindi. Ura baita nasaiki, egin ditake garbitasuna. Bainan ez balitz! Ai, ei, ai... [85,1005,332,1127]
place-name: MUSKULDI. [888,1036,964,1049]
price-item: Behi erruriak [607,1306,682,1318]
directory-key: CHARBONS ANGLAIS : [1147,1005,1282,1018]
ad-company: Société Lysberg Limited, Cardiff [915,1840,1086,1885]
paragraph: Jean bethiko soldadouen bizi-erazteko ekharten ditien tchinari ; egiazko Españoulak ! » [606,1773,848,1818]
ad-address: 28, Lormand karrikan [905,1912,1096,1931]
paragraph: Urrundanik heldu zen iheskaria ; jakinki Espainiako mugak hurbil zituela eta ikusteareakin lotzera zoazola, abiatu da ,abiatu pentsez pentze, sasiak, murruak, arroilak jauzian iganez. Han zagon soldado bati ohiu egin Larressoroko mera jarraiki zaio, jarraiki ere Joachim Diesse. Akhitu dire ederki ; bainan azkenean lothu ere iheskariaz. [358,927,588,1081]
price-item: Ardi gizenak [607,1367,678,1378]
stamp-side-text: TIMBRE-PRIME [1335,1661,1344,1726]
news-item: BAIONA. — Helduden astelehean pilota partida bat eginen dute, nik uste ederra izanen dena. Guéracague jaunaren pitikot herrian. Léon Dongaitz eta Etcheverry, bidarraitarra, alde batetik Léonis eta Harambillet bertzetik. Hauek gaiko dute behin, hea nork irabaziko duen bigarrena. Hiruak eta erditan hasiko dire. [358,264,588,402]
news-item: AHURTI. — Atzo, Baionan, Lassus ahurtiar bati eman diozkate « médaille militaire » delakoa eta gerlako kurutze aldaskaduna alpamen hunekin. « Bon soldat qui a été blessé grièvement le 28 décembre 1915 en se portant à l'assaut des tranchées ennemies. Recouressement important de la jambe droite ». [358,514,588,652]
paragraph: Orai nahi duzue, horik duda gabe bouhamen ahinak? [606,2179,848,2208]
top-rule [84,106,1394,109]
price-item: Artzar gizenak [607,1382,690,1393]
paragraph: DONIANE-GARAZIN, Jaure guiberry baithan, Espainiako karrikan ; [1147,2021,1394,2048]
divider [1147,2343,1394,2344]
paragraph: Ez nuke haatik juramentu egin nahi batzuek eta bertzeek ez dutela beren lo goxoan ametsik egiten. Nahi-ta ez noizbeit gogorat ethorri behar dute Verdunen ikusi ditugunek : lurra hala itzulia, iraulia hainbertze eremutan, non begiak heda ahala ez baitute behar ondo bat ikusten ; oihanak hala chirchikatuak, non duduzten baituzu sekulan zuhaitz bat izan baitziren hor ; herrichkak eta herriak hala erroz gora emanak non harri meta bat baizik ez baita gehiago ageri, etche orde..... Bainan gure ametsetan gehienik ikusiko dugun da naski hauche : Fleury deitzen zuten herrichka churi polit batean, Douaumont delako hurbil, emaztéki gazteko bat jarria, hamarbut hilabethetako haurra besoetan, hila ; eta urrunchago, bi gizon zahar, elkarri lotuak, eskua eskuan adio erraiteko bezala, hilak hek ere... [85,459,332,769]
ad-mondran-title: J. MONDRAN [1147,2139,1442,2248]
table-row [606,1305,848,1320]
paragraph: Ez, holakoak ez ditazke ahantz. [101,779,284,792]
table-row [606,1410,848,1425]
divider [448,411,498,412]
news-item: MAOULE. — Igaran igante arrastiritan jin zeiku ikhoustera gure noube Ybarnegaray goure jaun deputatia. Bilkhura gogoa ichilean ote ichili. Igaran aitzindari arropan zen khurutche bipalmaduarrekin. Hatzaman dugu gouda beraz nortik nahi bada ere jin badira. Bena ez gira erroegaz baitan. Goure jaun deputatiak bat karragoa eta jarragoa. Jente franko bildü zen hoben gatik. Gerlako eta Uskhenterriko soldadouak ziren. Hainbestez berririk ez. [606,2280,848,2466]
price-item: Ilhar zakia [607,1427,666,1438]
ad-subtitle: Chutes de Matrices [1167,556,1374,578]
paragraph: Ustarila deitzen den olhaltia afermentan ene dio 9 ourtheren ourthian 40 libera-rentako. Sitoubleren aitatxeza Tardets partian da Aphenizeirako bidian. [872,279,1129,339]
divider [702,1554,752,1555]
paragraph: Baditeke aberats batzuek hunkitzen ortheko sos sartziak : 14000 libera ; gastiak aldiz 10000 libera. Ihiztekako adjudikazionean galde behar zen zerbait trenkatu. Bena ezti bilkhuran aiphatu ere ihiztekarik. [606,115,848,207]
divider [448,1387,498,1388]
